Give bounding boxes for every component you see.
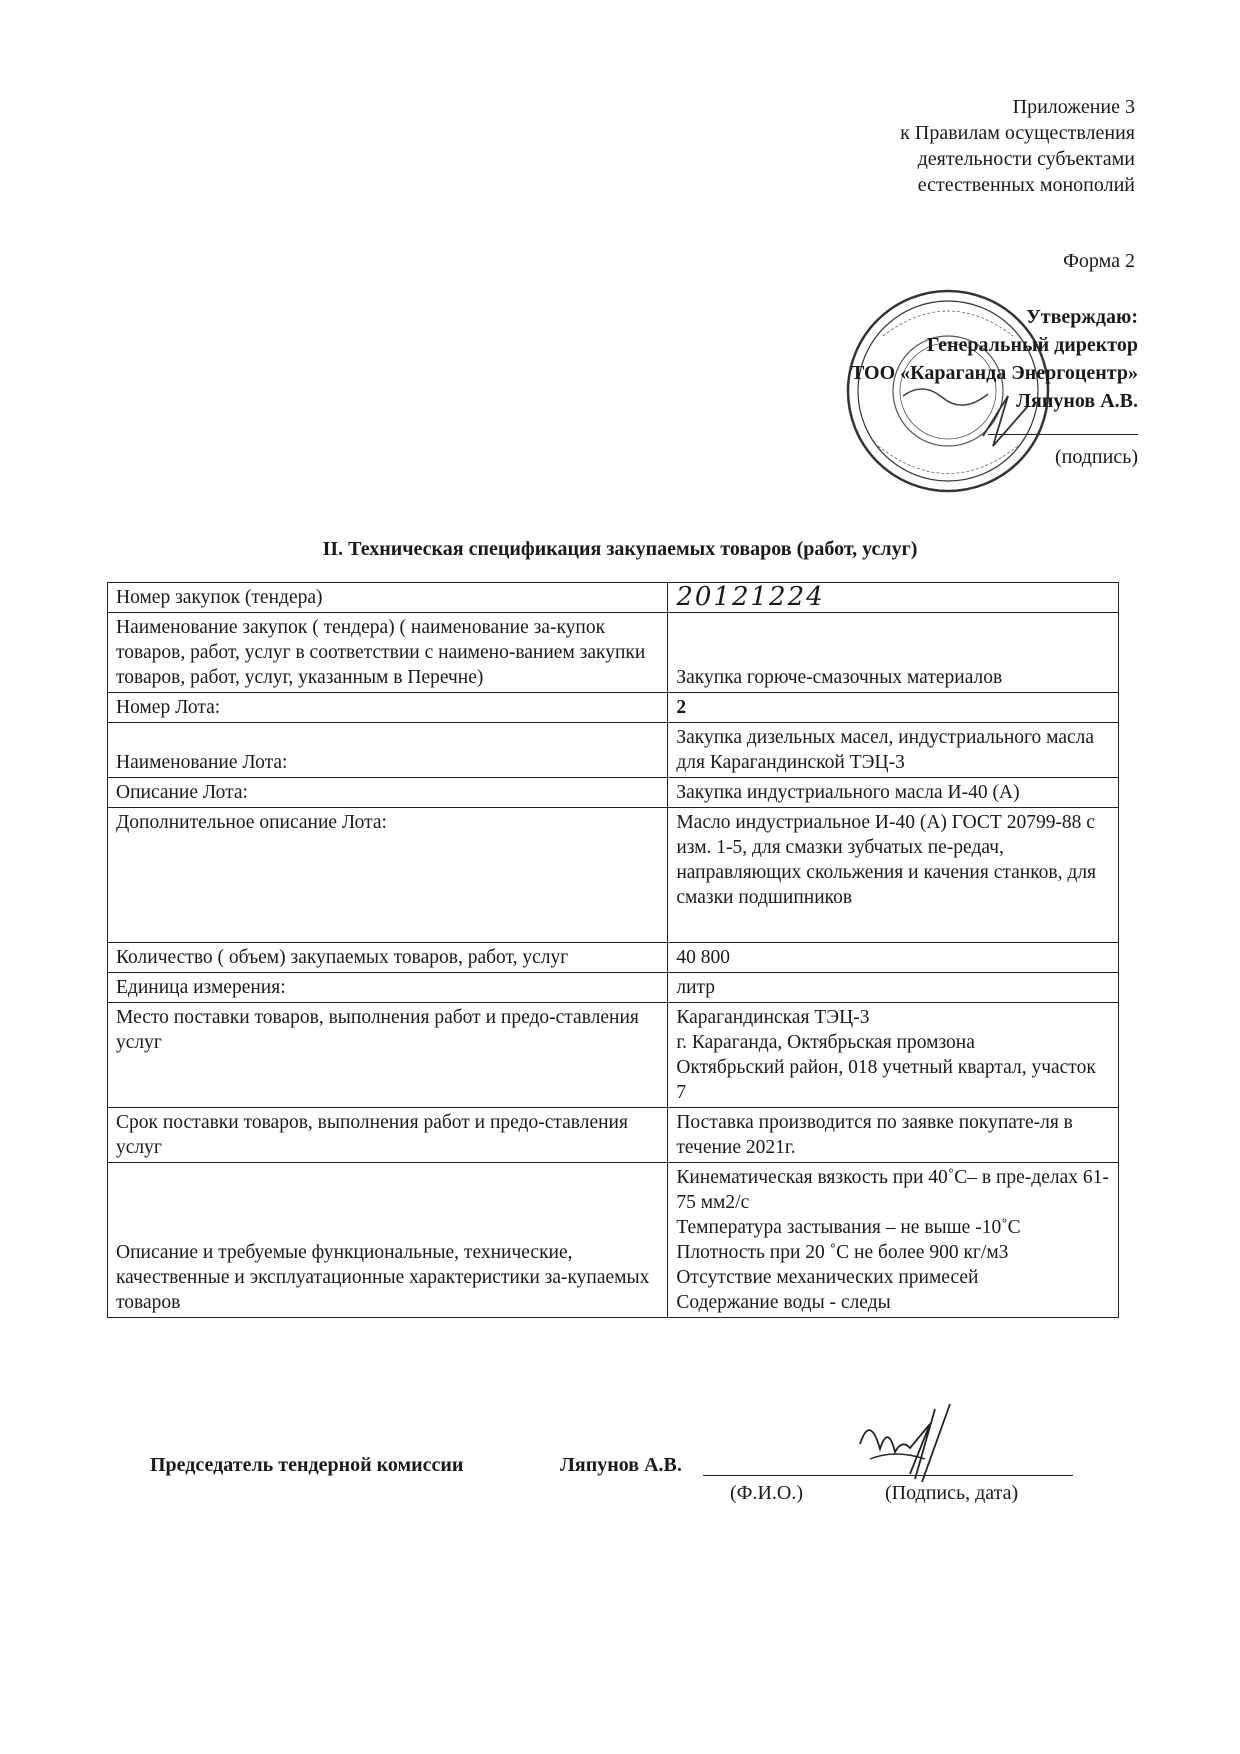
appendix-line-2: к Правилам осуществления — [900, 122, 1135, 144]
appendix-note — [900, 94, 1135, 198]
approve-line-1: Утверждаю: — [1026, 306, 1138, 328]
table-row — [108, 943, 1119, 973]
form-label: Форма 2 — [1063, 250, 1135, 272]
table-row — [108, 973, 1119, 1003]
row-label: Дополнительное описание Лота: — [108, 808, 668, 943]
handwritten-signature-icon — [840, 1404, 980, 1484]
chair-name: Ляпунов А.В. — [560, 1454, 682, 1476]
row-value: Масло индустриальное И-40 (А) ГОСТ 20799-88 с изм. 1-5, для смазки зубчатых пе-редач, направляющих скольжения и качения станков, для смазки подшипников — [668, 808, 1119, 943]
table-row — [108, 693, 1119, 723]
spec-table — [107, 582, 1119, 1318]
delivery-line-3: Октябрьский район, 018 учетный квартал, участок 7 — [676, 1057, 1096, 1103]
table-row — [108, 583, 1119, 613]
row-value: Закупка индустриального масла И-40 (А) — [668, 778, 1119, 808]
row-label: Количество ( объем) закупаемых товаров, работ, услуг — [108, 943, 668, 973]
table-row — [108, 1003, 1119, 1108]
table-row — [108, 1108, 1119, 1163]
row-label: Наименование Лота: — [108, 723, 668, 778]
table-row — [108, 723, 1119, 778]
characteristic-line-4: Отсутствие механических примесей — [676, 1267, 979, 1288]
approve-line-3: ТОО «Караганда Энергоцентр» — [850, 362, 1138, 384]
table-row — [108, 1163, 1119, 1318]
row-value — [668, 1003, 1119, 1108]
chair-title: Председатель тендерной комиссии — [150, 1454, 464, 1476]
characteristic-line-5: Содержание воды - следы — [676, 1292, 891, 1313]
table-row — [108, 613, 1119, 693]
row-label: Номер Лота: — [108, 693, 668, 723]
tender-number: 20121224 — [668, 583, 1119, 613]
table-row — [108, 808, 1119, 943]
approve-line-2: Генеральный директор — [926, 334, 1138, 356]
appendix-line-4: естественных монополий — [917, 174, 1135, 196]
approve-line-4: Ляпунов А.В. — [1016, 390, 1138, 412]
characteristic-line-2: Температура застывания – не выше -10˚С — [676, 1217, 1021, 1238]
row-value: литр — [668, 973, 1119, 1003]
row-label: Место поставки товаров, выполнения работ и предо-ставления услуг — [108, 1003, 668, 1108]
row-value — [668, 1163, 1119, 1318]
characteristic-line-3: Плотность при 20 ˚С не более 900 кг/м3 — [676, 1242, 1009, 1263]
fio-caption: (Ф.И.О.) — [730, 1482, 804, 1504]
delivery-line-1: Карагандинская ТЭЦ-3 — [676, 1007, 870, 1028]
signature-date-caption: (Подпись, дата) — [885, 1482, 1019, 1504]
row-label: Номер закупок (тендера) — [108, 583, 668, 613]
row-label: Наименование закупок ( тендера) ( наименование за-купок товаров, работ, услуг в соответствии с наимено-ванием закупки товаров, работ, услуг, указанным в Перечне) — [108, 613, 668, 693]
characteristic-line-1: Кинематическая вязкость при 40˚С– в пре-делах 61-75 мм2/с — [676, 1167, 1109, 1213]
row-value: Закупка дизельных масел, индустриального масла для Карагандинской ТЭЦ-3 — [668, 723, 1119, 778]
row-label: Описание и требуемые функциональные, технические, качественные и эксплуатационные характеристики за-купаемых товаров — [108, 1163, 668, 1318]
delivery-line-2: г. Караганда, Октябрьская промзона — [676, 1032, 975, 1053]
approval-signature-caption: (подпись) — [1054, 446, 1138, 468]
approval-signature-line — [988, 420, 1138, 435]
row-value: 40 800 — [668, 943, 1119, 973]
row-value: 2 — [668, 693, 1119, 723]
row-value: Закупка горюче-смазочных материалов — [668, 613, 1119, 693]
approval-block — [851, 303, 1138, 471]
table-row — [108, 778, 1119, 808]
appendix-line-3: деятельности субъектами — [917, 148, 1135, 170]
row-value: Поставка производится по заявке покупате-ля в течение 2021г. — [668, 1108, 1119, 1163]
row-label: Единица измерения: — [108, 973, 668, 1003]
row-label: Описание Лота: — [108, 778, 668, 808]
appendix-line-1: Приложение 3 — [1012, 96, 1135, 118]
row-label: Срок поставки товаров, выполнения работ и предо-ставления услуг — [108, 1108, 668, 1163]
spec-title: II. Техническая спецификация закупаемых товаров (работ, услуг) — [322, 538, 918, 560]
